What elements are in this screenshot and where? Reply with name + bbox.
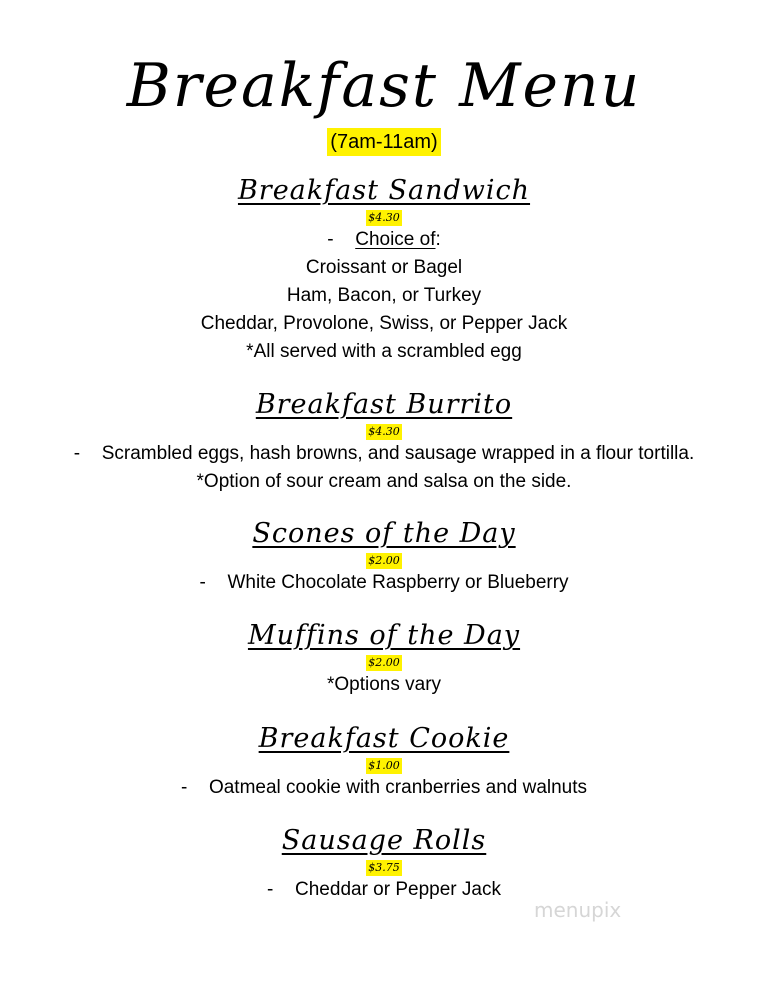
price-badge: $4.30 [368,211,400,224]
serving-hours: (7am-11am) [327,128,440,156]
price-badge: $2.00 [368,554,400,567]
section-breakfast-sandwich [0,174,768,366]
watermark-logo: menupix [534,898,622,922]
price-badge: $4.30 [368,425,400,438]
section-sausage-rolls [0,824,768,904]
bullet-dash: - [199,572,206,593]
option-line: Ham, Bacon, or Turkey [286,285,482,306]
choice-line [0,226,768,254]
bullet-dash: - [73,443,81,464]
section-muffins [0,619,768,699]
section-title: Scones of the Day [252,518,516,549]
section-title: Breakfast Sandwich [237,175,531,206]
note-line: *All served with a scrambled egg [246,341,522,362]
choice-colon: : [435,229,441,250]
section-title: Breakfast Burrito [255,389,513,420]
description-text: Oatmeal cookie with cranberries and walnuts [208,777,588,798]
section-scones [0,517,768,597]
section-breakfast-cookie [0,722,768,802]
option-line: Croissant or Bagel [305,257,463,278]
option-line: Cheddar, Provolone, Swiss, or Pepper Jack [200,313,568,334]
description-line [0,569,768,597]
note-line: *Option of sour cream and salsa on the side. [196,471,572,492]
section-title: Sausage Rolls [281,825,487,856]
description-line [0,440,768,468]
section-title: Muffins of the Day [247,620,521,651]
description-line [0,774,768,802]
section-title: Breakfast Cookie [258,723,510,754]
choice-label: Choice of [355,229,436,250]
price-badge: $1.00 [368,759,400,772]
description-line [0,876,768,904]
description-text: Cheddar or Pepper Jack [295,879,501,900]
price-badge: $2.00 [368,656,400,669]
description-text: White Chocolate Raspberry or Blueberry [227,572,569,593]
menu-title: Breakfast Menu [126,51,642,121]
price-badge: $3.75 [368,861,400,874]
hours-row [0,128,768,156]
section-breakfast-burrito [0,388,768,496]
bullet-dash: - [180,777,188,798]
bullet-dash: - [267,879,274,900]
description-text: Scrambled eggs, hash browns, and sausage wrapped in a flour tortilla. [101,443,695,464]
note-line: *Options vary [326,674,442,695]
bullet-dash: - [327,229,334,250]
